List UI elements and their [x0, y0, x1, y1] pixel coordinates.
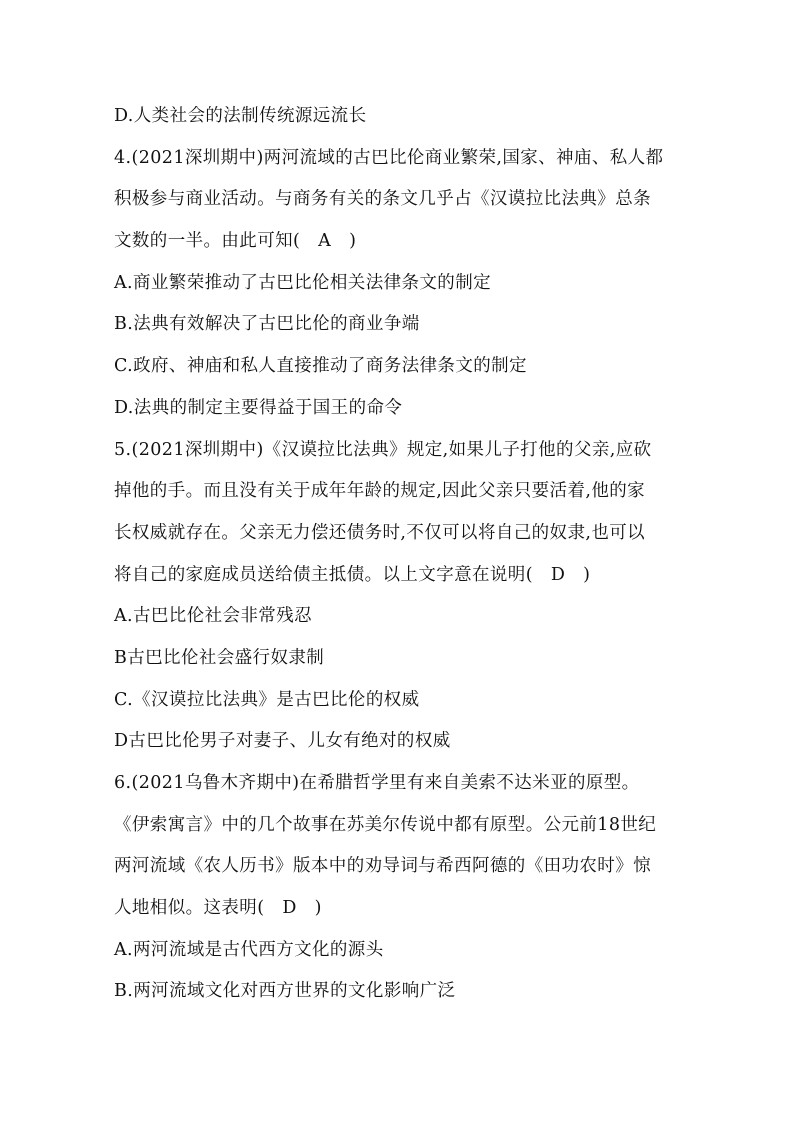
q4-stem-line-1: 4.(2021深圳期中)两河流域的古巴比伦商业繁荣,国家、神庙、私人都: [114, 147, 664, 168]
q6-stem-line-2: 《伊索寓言》中的几个故事在苏美尔传说中都有原型。公元前18世纪: [114, 814, 657, 835]
q5-stem-line-4: 将自己的家庭成员送给债主抵债。以上文字意在说明( D ): [114, 564, 591, 585]
q5-option-c: C.《汉谟拉比法典》是古巴比伦的权威: [114, 689, 420, 710]
q6-stem-line-3: 两河流域《农人历书》版本中的劝导词与希西阿德的《田功农时》惊: [114, 856, 651, 877]
document-page: [114, 96, 684, 1013]
q6-stem-line-4: 人地相似。这表明( D ): [114, 898, 322, 919]
q6-stem-line-1: 6.(2021乌鲁木齐期中)在希腊哲学里有来自美索不达米亚的原型。: [114, 773, 640, 793]
q4-option-d: D.法典的制定主要得益于国王的命令: [114, 397, 403, 418]
q6-option-b: B.两河流域文化对西方世界的文化影响广泛: [114, 981, 456, 1002]
q6-option-a: A.两河流域是古代西方文化的源头: [114, 939, 384, 960]
q4-option-c: C.政府、神庙和私人直接推动了商务法律条文的制定: [114, 356, 527, 377]
q5-option-d: D古巴比伦男子对妻子、儿女有绝对的权威: [114, 731, 451, 752]
q5-option-b: B古巴比伦社会盛行奴隶制: [114, 647, 325, 668]
q5-stem-line-2: 掉他的手。而且没有关于成年年龄的规定,因此父亲只要活着,他的家: [114, 481, 646, 502]
q5-option-a: A.古巴比伦社会非常残忍: [114, 606, 312, 627]
q4-option-a: A.商业繁荣推动了古巴比伦相关法律条文的制定: [114, 272, 491, 293]
q4-stem-line-3: 文数的一半。由此可知( A ): [114, 231, 357, 252]
q5-stem-line-3: 长权威就存在。父亲无力偿还债务时,不仅可以将自己的奴隶,也可以: [114, 522, 646, 543]
option-d-prev: D.人类社会的法制传统源远流长: [114, 106, 367, 126]
q4-option-b: B.法典有效解决了古巴比伦的商业争端: [114, 314, 420, 335]
q4-stem-line-2: 积极参与商业活动。与商务有关的条文几乎占《汉谟拉比法典》总条: [114, 189, 651, 210]
q5-stem-line-1: 5.(2021深圳期中)《汉谟拉比法典》规定,如果儿子打他的父亲,应砍: [114, 439, 652, 460]
